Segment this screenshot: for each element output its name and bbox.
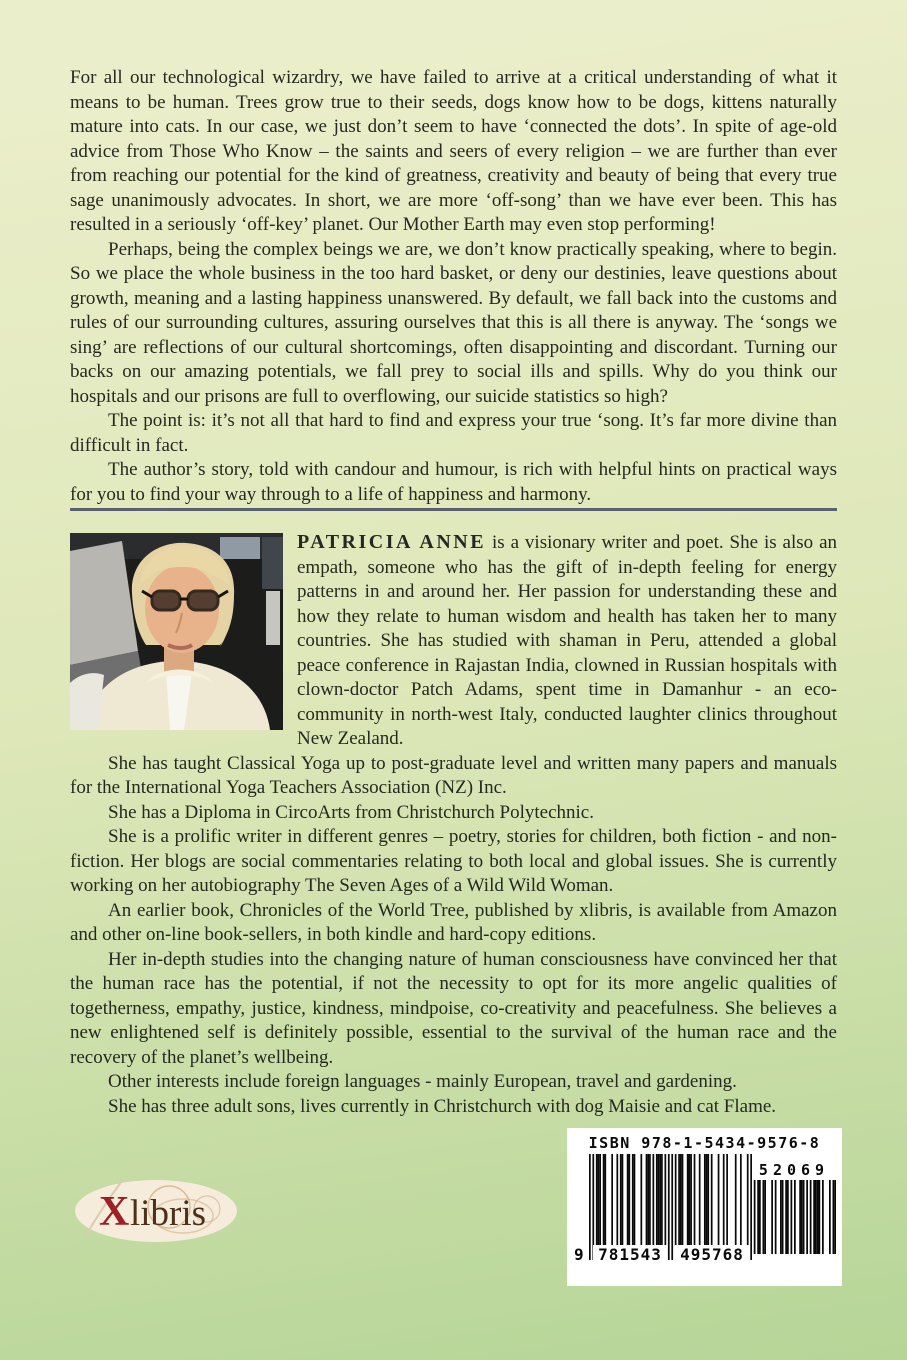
ean13-barcode — [574, 1154, 752, 1265]
author-photo — [70, 533, 283, 730]
isbn-barcode-panel — [567, 1128, 842, 1286]
author-paragraph: Other interests include foreign languages - mainly European, travel and gardening. — [108, 1071, 737, 1092]
ean13-digits — [574, 1245, 752, 1265]
synopsis-paragraph: Perhaps, being the complex beings we are, we don’t know practically speaking, where to begin. So we place the whole business in the too hard basket, or deny our destinies, leave questions about growth, meaning and a lasting happiness unanswered. By default, we fall back into the customs and rules of our surrounding cultures, assuring ourselves that this is all there is anyway. The ‘songs we sing’ are reflections of our cultural shortcomings, often disappointing and discordant. Turning our backs on our amazing potentials, we fall prey to social ills and spills. Why do you think our hospitals and our prisons are full to overflowing, our suicide statistics so high? — [70, 238, 837, 407]
author-paragraph: An earlier book, Chronicles of the World Tree, published by xlibris, is available from Amazon and other on-line book-sellers, in both kindle and hard-copy editions. — [70, 899, 837, 945]
addon-price-code: 52069 — [758, 1161, 830, 1179]
barcode-row — [567, 1152, 842, 1265]
synopsis-paragraph: The author’s story, told with candour and humour, is rich with helpful hints on practical ways for you to find your way through to a life of happiness and harmony. — [70, 459, 837, 505]
author-intro-text: is a visionary writer and poet. She is also an empath, someone who has the gift of in-depth feeling for energy patterns in and around her. Her passion for understanding these and how they relate to human wisdom and health has taken her to many countries. She has studied with shaman in Peru, attended a global peace conference in Rajastan India, clowned in Russian hospitals with clown-doctor Patch Adams, spent time in Damanhur - an eco-community in north-west Italy, conducted laughter clinics throughout New Zealand. — [297, 532, 838, 749]
logo-letters-libris: libris — [130, 1193, 207, 1234]
xlibris-publisher-logo — [73, 1179, 239, 1243]
ean5-addon-barcode — [752, 1161, 836, 1254]
author-name: PATRICIA ANNE — [297, 531, 487, 553]
ean-digit-group: 9 — [574, 1245, 585, 1264]
ean5-bars — [752, 1180, 836, 1254]
author-paragraph: She has three adult sons, lives currently in Christchurch with dog Maisie and cat Flame. — [108, 1095, 777, 1117]
author-paragraph: Her in-depth studies into the changing nature of human consciousness have convinced her that the human race has the potential, if not the necessity to opt for its more angelic qualities of togetherness, empathy, justice, kindness, mindpoise, co-creativity and peacefulness. She believes a new enlightened self is definitely possible, essential to the survival of the human race and the recovery of the planet’s wellbeing. — [70, 948, 837, 1068]
synopsis-block — [70, 66, 837, 507]
ean-digit-group: 781543 — [593, 1245, 667, 1264]
author-bio-block — [70, 530, 837, 1119]
synopsis-paragraph: For all our technological wizardry, we have failed to arrive at a critical understanding of what it means to be human. Trees grow true to their seeds, dogs know how to be dogs, kittens naturally mature into cats. In our case, we just don’t seem to have ‘connected the dots’. In spite of age-old advice from Those Who Know – the saints and seers of every religion – we are further than ever from reaching our potential for the kind of greatness, creativity and beauty of being that every true sage unanimously advocates. In short, we are more ‘off-song’ than we have ever been. This has resulted in a seriously ‘off-key’ planet. Our Mother Earth may even stop performing! — [70, 67, 837, 235]
section-divider — [70, 508, 837, 511]
author-paragraph: She has taught Classical Yoga up to post-graduate level and written many papers and manuals for the International Yoga Teachers Association (NZ) Inc. — [70, 752, 837, 798]
ean-digit-group: 495768 — [675, 1245, 749, 1264]
logo-letter-x: X — [99, 1189, 130, 1235]
isbn-label: ISBN 978-1-5434-9576-8 — [588, 1134, 821, 1152]
author-paragraph: She is a prolific writer in different genres – poetry, stories for children, both fiction - and non-fiction. Her blogs are social commentaries relating to both local and global issues. She is currently working on her autobiography The Seven Ages of a Wild Wild Woman. — [70, 826, 837, 896]
author-paragraph: She has a Diploma in CircoArts from Christchurch Polytechnic. — [108, 801, 594, 823]
synopsis-paragraph: The point is: it’s not all that hard to find and express your true ‘song. It’s far more divine than difficult in fact. — [70, 410, 837, 456]
